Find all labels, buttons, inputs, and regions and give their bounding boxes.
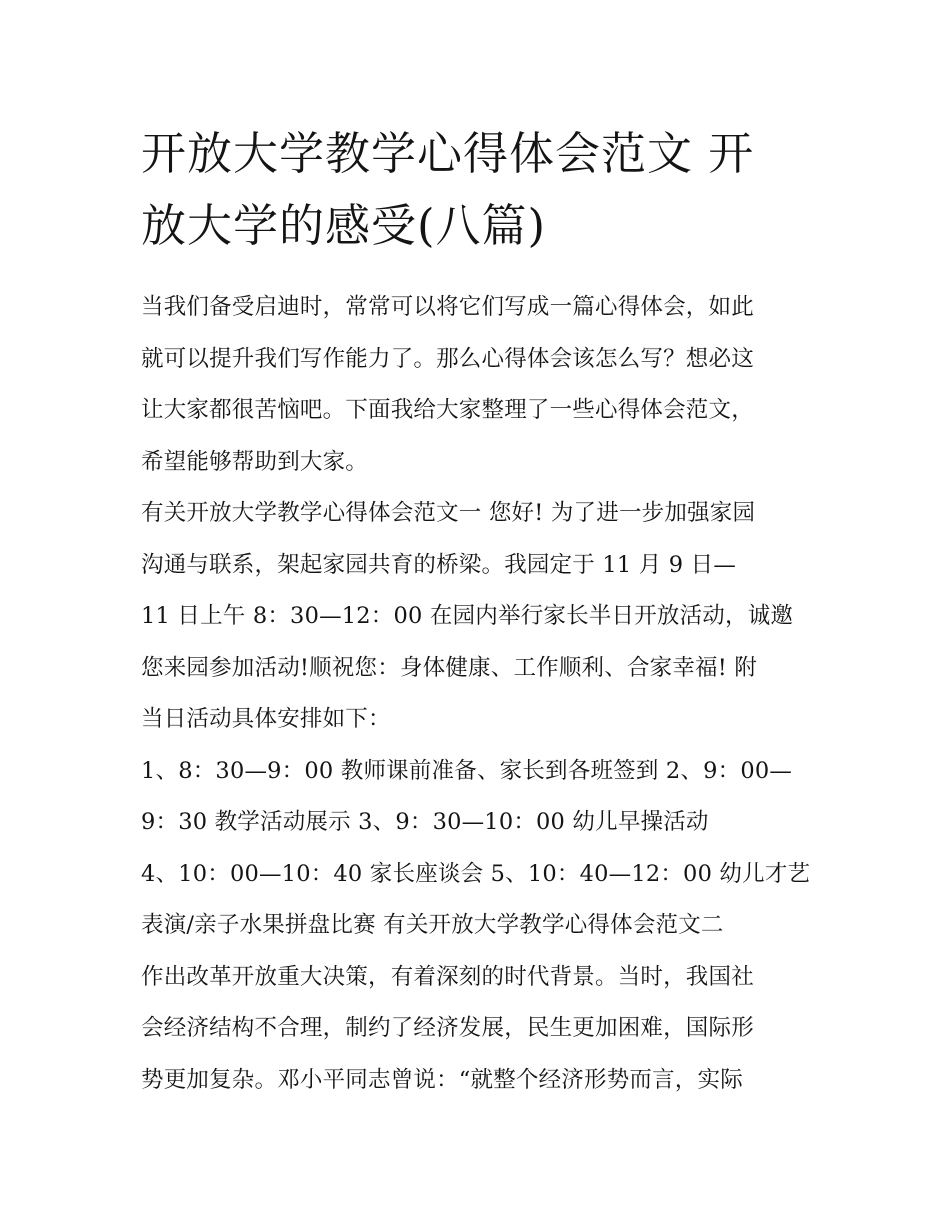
body-line: 当我们备受启迪时，常常可以将它们写成一篇心得体会，如此 xyxy=(141,294,754,320)
body-line: 您来园参加活动!顺祝您：身体健康、工作顺利、合家幸福! 附 xyxy=(141,654,758,681)
body-line: 1、8：30—9：00 教师课前准备、家长到各班签到 2、9：00— xyxy=(141,757,793,784)
document-title xyxy=(141,118,821,262)
document-body xyxy=(141,282,821,1106)
body-line: 当日活动具体安排如下： xyxy=(141,706,391,732)
body-line: 9：30 教学活动展示 3、9：30—10：00 幼儿早操活动 xyxy=(141,809,709,835)
document-content xyxy=(141,118,821,1106)
body-line: 11 日上午 8：30—12：00 在园内举行家长半日开放活动，诚邀 xyxy=(141,603,794,629)
body-line: 沟通与联系，架起家园共育的桥梁。我园定于 11 月 9 日— xyxy=(141,551,737,578)
body-line: 会经济结构不合理，制约了经济发展，民生更加困难，国际形 xyxy=(141,1015,754,1041)
body-line: 让大家都很苦恼吧。下面我给大家整理了一些心得体会范文， xyxy=(141,397,754,423)
body-line: 希望能够帮助到大家。 xyxy=(141,448,369,475)
body-line: 势更加复杂。邓小平同志曾说：“就整个经济形势而言，实际 xyxy=(141,1066,743,1093)
title-line: 放大学的感受(八篇) xyxy=(141,199,547,252)
body-line: 作出改革开放重大决策，有着深刻的时代背景。当时，我国社 xyxy=(141,963,754,990)
title-line: 开放大学教学心得体会范文 开 xyxy=(141,127,755,180)
body-line: 就可以提升我们写作能力了。那么心得体会该怎么写？想必这 xyxy=(141,345,754,372)
body-line: 有关开放大学教学心得体会范文一 您好! 为了进一步加强家园 xyxy=(141,500,756,526)
body-line: 表演/亲子水果拼盘比赛 有关开放大学教学心得体会范文二 xyxy=(141,912,724,938)
body-line: 4、10：00—10：40 家长座谈会 5、10：40—12：00 幼儿才艺 xyxy=(141,860,811,887)
